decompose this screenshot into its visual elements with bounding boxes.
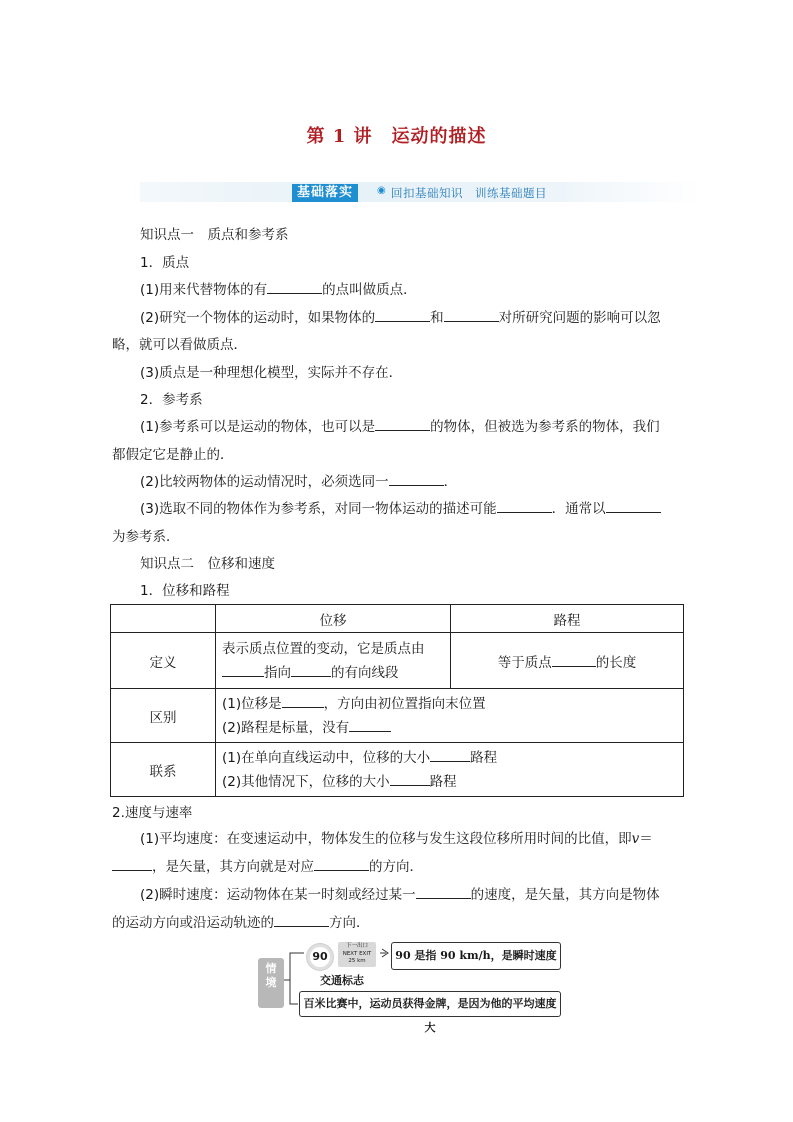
section1-sub2: 2．参考系 xyxy=(140,392,203,408)
paragraph-v1: (1)平均速度：在变速运动中，物体发生的位移与发生这段位移所用时间的比值，即v＝ xyxy=(140,831,653,847)
paragraph-p1: (1)用来代替物体的有 的点叫做质点． xyxy=(140,278,417,298)
paragraph-p2-cont: 略，就可以看做质点． xyxy=(112,337,247,353)
table-row-label: 联系 xyxy=(111,743,216,797)
page-title: 第 1 讲 运动的描述 xyxy=(306,126,487,147)
table-cell: 等于质点 的长度 xyxy=(451,633,684,689)
situation-label: 情境 xyxy=(258,958,284,1008)
next-exit-sign: 下一出口 NEXT EXIT 25 km xyxy=(338,942,376,967)
table-cell: (1)在单向直线运动中，位移的大小 路程 (2)其他情况下，位移的大小 路程 xyxy=(216,743,684,797)
blank xyxy=(444,307,499,322)
blank xyxy=(112,856,152,871)
blank xyxy=(222,662,264,677)
instant-speed-box: 90 是指 90 km/h，是瞬时速度 xyxy=(391,942,561,970)
paragraph-r3-cont: 为参考系． xyxy=(112,529,180,545)
table-row xyxy=(111,743,684,797)
table-corner-cell xyxy=(111,605,216,633)
paragraph-r1-cont: 都假定它是静止的． xyxy=(112,447,234,463)
banner-main-label: 基础落实 xyxy=(292,184,358,202)
table-row-label: 定义 xyxy=(111,633,216,689)
blank xyxy=(416,884,471,899)
table-cell: 表示质点位置的变动，它是质点由 指向 的有向线段 xyxy=(216,633,451,689)
table-row xyxy=(111,689,684,743)
paragraph-r3: (3)选取不同的物体作为参考系，对同一物体运动的描述可能 ．通常以 xyxy=(140,497,661,517)
table-header-displacement: 位移 xyxy=(216,605,451,633)
paragraph-v2-cont: 的运动方向或沿运动轨迹的 方向． xyxy=(112,911,370,931)
blank xyxy=(375,416,430,431)
paragraph-p2: (2)研究一个物体的运动时，如果物体的 和 对所研究问题的影响可以忽 xyxy=(140,306,661,326)
blank xyxy=(267,279,322,294)
target-icon: ◉ xyxy=(377,185,386,196)
section2-heading: 知识点二 位移和速度 xyxy=(140,556,275,572)
paragraph-v2: (2)瞬时速度：运动物体在某一时刻或经过某一 的速度，是矢量，其方向是物体 xyxy=(140,883,660,903)
blank xyxy=(314,856,369,871)
blank xyxy=(375,307,430,322)
blank xyxy=(430,747,470,762)
table-row-label: 区别 xyxy=(111,689,216,743)
table-cell: (1)位移是 ，方向由初位置指向末位置 (2)路程是标量，没有 xyxy=(216,689,684,743)
traffic-sign-caption: 交通标志 xyxy=(320,974,364,987)
table-header-distance: 路程 xyxy=(451,605,684,633)
paragraph-r1: (1)参考系可以是运动的物体，也可以是 的物体，但被选为参考系的物体，我们 xyxy=(140,415,660,435)
paragraph-r2: (2)比较两物体的运动情况时，必须选同一 ． xyxy=(140,470,457,490)
banner-sub-label: 回扣基础知识 训练基础题目 xyxy=(391,186,547,200)
section1-heading: 知识点一 质点和参考系 xyxy=(140,227,289,243)
paragraph-v1-cont: ，是矢量，其方向就是对应 的方向． xyxy=(112,855,423,875)
blank xyxy=(349,717,391,732)
blank xyxy=(291,662,331,677)
displacement-distance-table xyxy=(110,604,684,797)
table-row xyxy=(111,605,684,633)
section2-sub1: 1．位移和路程 xyxy=(140,583,230,599)
table-row xyxy=(111,633,684,689)
section1-sub1: 1．质点 xyxy=(140,255,190,271)
blank xyxy=(274,912,329,927)
blank xyxy=(552,652,596,667)
blank xyxy=(390,771,430,786)
speed-limit-sign: 90 xyxy=(307,944,333,970)
blank xyxy=(389,471,444,486)
paragraph-p3: (3)质点是一种理想化模型，实际并不存在． xyxy=(140,365,403,381)
average-speed-box: 百米比赛中，运动员获得金牌，是因为他的平均速度大 xyxy=(299,991,561,1017)
blank xyxy=(606,498,661,513)
section2-sub2: 2.速度与速率 xyxy=(112,805,193,821)
blank xyxy=(497,498,552,513)
blank xyxy=(282,693,324,708)
section-banner xyxy=(140,178,702,206)
